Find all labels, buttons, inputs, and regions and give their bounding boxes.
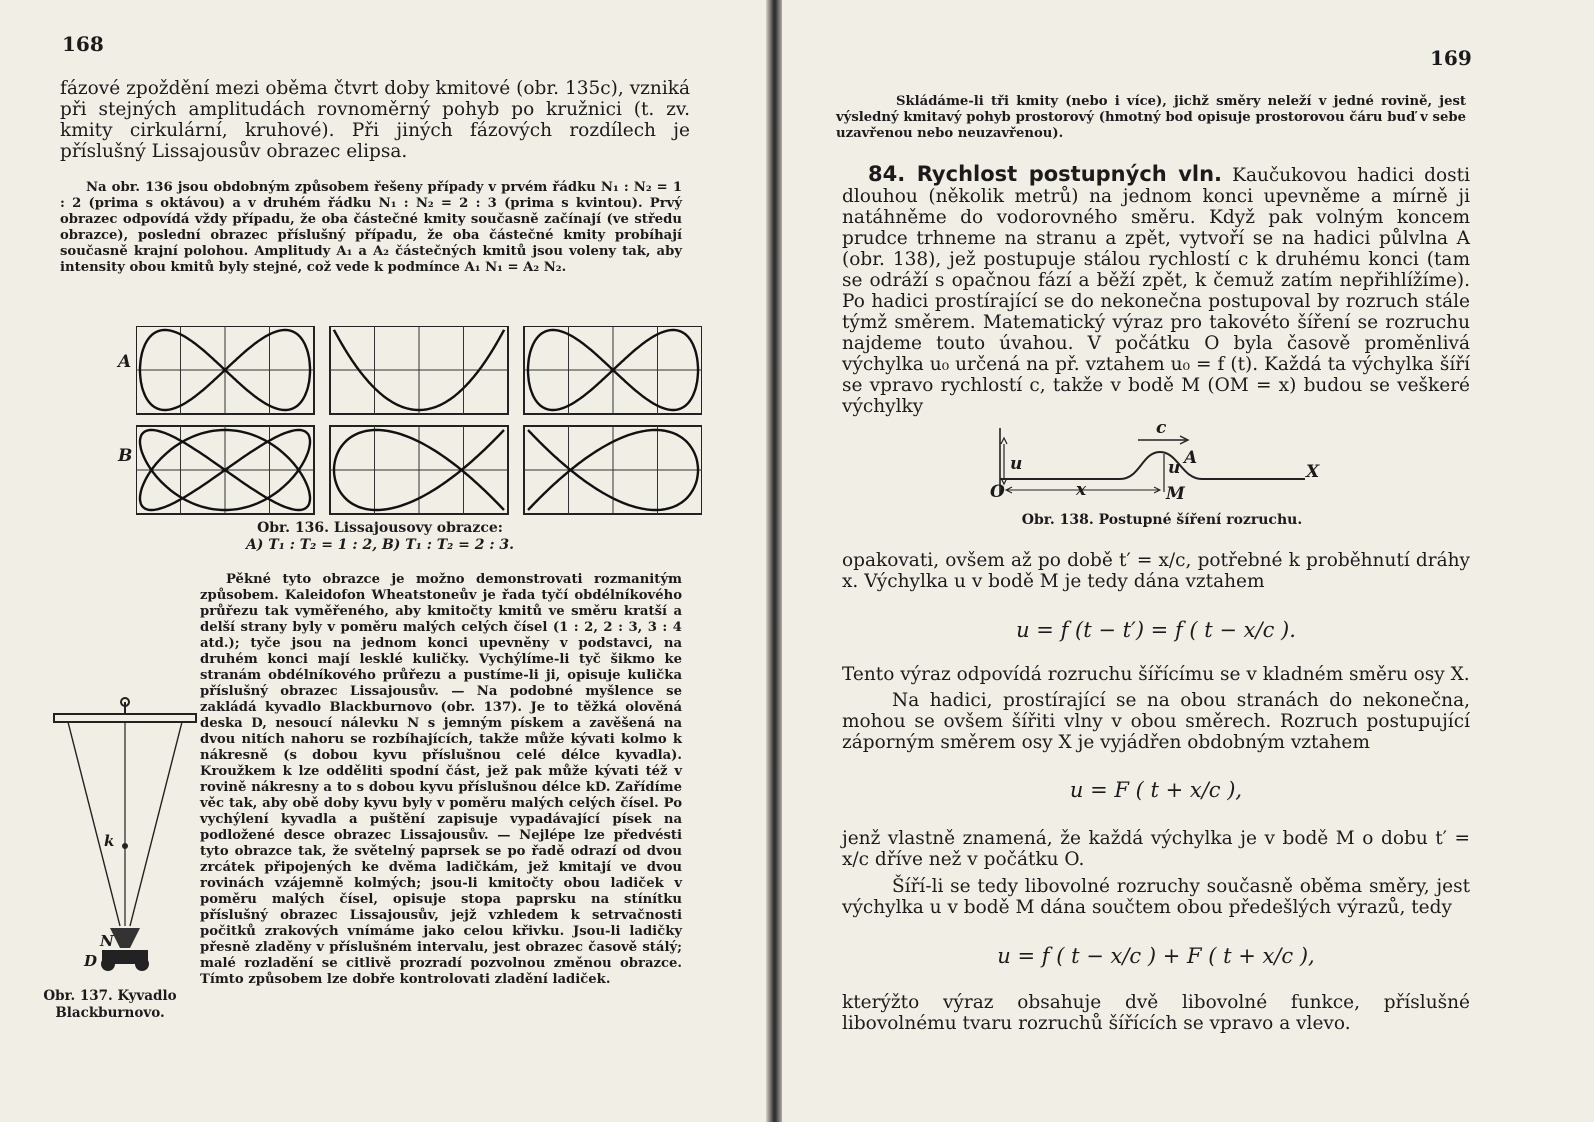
paragraph: opakovati, ovšem až po době t′ = x/c, potřebné k proběhnutí dráhy x. Výchylka u v bodě M je tedy dána vztahem (842, 550, 1470, 592)
figure-136 (112, 326, 702, 526)
paragraph: jenž vlastně znamená, že každá výchylka je v bodě M o dobu t′ = x/c dříve než v počátku O. (842, 828, 1470, 870)
label-a: A (1184, 448, 1198, 468)
paragraph: Skládáme-li tři kmity (nebo i více), jichž směry neleží v jedné rovině, jest výsledný kmitavý pohyb prostorový (hmotný bod opisuje prostorovou čáru buď v sebe uzavřenou nebo neuzavřenou). (836, 94, 1466, 141)
paragraph-text: Kaučukovou hadici dosti dlouhou (několik metrů) na jednom konci upevněme a mírně ji natáhněme do vodorovného směru. Když pak volným koncem prudce trhneme na stranu a zpět, vytvoří se na hadici půlvlna A (obr. 138), jež postupuje stálou rychlostí c k druhému konci (tam se odráží s opačnou fází a běží zpět, k čemuž zatím nepřihlížíme). Po hadici prostírající se do nekonečna postupoval by rozruch stále týmž směrem. Matematický výraz pro takovéto šíření se rozruchu najdeme touto úvahou. V počátku O byla časově proměnlivá výchylka u₀ určená na př. vztahem u₀ = f (t). Každá ta výchylka šíří se vpravo rychlostí c, takže v bodě M (OM = x) budou se veškeré výchylky (842, 165, 1470, 417)
equation: u = f ( t − x/c ) + F ( t + x/c ), (997, 944, 1315, 968)
paragraph: Šíří-li se tedy libovolné rozruchy současně oběma směry, jest výchylka u v bodě M dána součtem obou předešlých výrazů, tedy (842, 876, 1470, 918)
label-c: c (1156, 418, 1167, 438)
section-heading: 84. Rychlost postupných vln. (868, 162, 1223, 186)
lissajous-figures (136, 326, 702, 518)
caption-line: A) T₁ : T₂ = 1 : 2, B) T₁ : T₂ = 2 : 3. (245, 537, 515, 553)
label-x: x (1076, 480, 1087, 500)
row-label-b: B (118, 446, 133, 466)
caption-line: Obr. 136. Lissajousovy obrazce: (257, 520, 503, 536)
paragraph: fázové zpoždění mezi oběma čtvrt doby kmitové (obr. 135c), vzniká při stejných amplitudách rovnoměrný pohyb po kružnici (t. zv. kmity cirkulární, kruhové). Při jiných fázových rozdílech je příslušný Lissajousův obrazec elipsa. (60, 78, 690, 162)
label-u: u (1010, 454, 1023, 474)
page-number: 169 (1430, 46, 1472, 70)
label-m: M (1166, 484, 1185, 504)
paragraph: Pěkné tyto obrazce je možno demonstrovati rozmanitým způsobem. Kaleidofon Wheatstoneův je řada tyčí obdélníkového průřezu tak vyměřeného, aby kmitočty kmitů ve směru kratší a delší strany byly v poměru malých celých čísel (1 : 2, 2 : 3, 3 : 4 atd.); tyče jsou na jednom konci upevněny v podstavci, na druhém konci mají lesklé kuličky. Vychýlíme-li tyč šikmo ke stranám obdélníkového průřezu a pustíme-li ji, opisuje kulička příslušný obrazec Lissajousův. — Na podobné myšlence se zakládá kyvadlo Blackburnovo (obr. 137). Je to těžká olověná deska D, nesoucí nálevku N s jemným pískem a zavěšená na dvou nitích nahoru se rozbíhajících, takže může kývati kolmo k nákresně (s dobou kyvu příslušnou celé délce kyvadla). Kroužkem k lze odděliti spodní část, jež pak může kývati též v rovině nákresny a to s dobou kyvu příslušnou délce kD. Zařídíme věc tak, aby obě doby kyvu byly v poměru malých celých čísel. Po vychýlení kyvadla a puštění zapisuje vypadávající písek na podložené desce obrazec Lissajousův. — Nejlépe lze předvésti tyto obrazce tak, že světelný paprsek se po řadě odrazí od dvou zrcátek připojených ke dvěma ladičkám, jež kmitají ve dvou rovinách vzájemně kolmých; jsou-li kmitočty obou ladiček v poměru malých čísel, opisuje stopa paprsku na stínítku příslušný obrazec Lissajousův, jejž vzhledem k setrvačnosti počitků zrakových vnímáme jako celou křivku. Jsou-li ladičky přesně zladěny v příslušném intervalu, jest obrazec časově stálý; malé rozladění se citlivě prozradí pozvolnou změnou obrazce. Tímto způsobem lze dobře kontrolovati zladění ladiček. (200, 572, 682, 987)
paragraph (842, 164, 1470, 417)
label-d: D (84, 952, 98, 970)
paragraph: Tento výraz odpovídá rozruchu šířícímu se v kladném směru osy X. (842, 664, 1470, 685)
row-label-a: A (118, 352, 132, 372)
label-o: O (990, 482, 1005, 502)
equation: u = F ( t + x/c ), (1069, 778, 1243, 802)
right-page (782, 0, 1594, 1122)
label-u: u (1168, 458, 1181, 478)
equation: u = f (t − t′) = f ( t − x/c ). (1016, 618, 1296, 642)
page-number: 168 (62, 32, 104, 56)
label-x-axis: X (1306, 462, 1320, 482)
paragraph: kterýžto výraz obsahuje dvě libovolné funkce, příslušné libovolnému tvaru rozruchů šířících se vpravo a vlevo. (842, 992, 1470, 1034)
label-n: N (100, 932, 114, 950)
left-page (0, 0, 768, 1122)
paragraph: Na hadici, prostírající se na obou stranách do nekonečna, mohou se ovšem šířiti vlny v obou směrech. Rozruch postupující záporným směrem osy X je vyjádřen obdobným vztahem (842, 690, 1470, 753)
paragraph: Na obr. 136 jsou obdobným způsobem řešeny případy v prvém řádku N₁ : N₂ = 1 : 2 (prima s oktávou) a v druhém řádku N₁ : N₂ = 2 : 3 (prima s kvintou). Prvý obrazec odpovídá vždy případu, že oba částečné kmity současně začínají (ve středu obrazce), poslední obrazec příslušný případu, že oba částečné kmity probíhají současně krajní polohou. Amplitudy A₁ a A₂ částečných kmitů jsou voleny tak, aby intensity obou kmitů byly stejné, což vede k podmínce A₁ N₁ = A₂ N₂. (60, 180, 682, 275)
figure-caption: Obr. 137. Kyvadlo Blackburnovo. (43, 988, 177, 1021)
figure-caption (180, 520, 580, 554)
figure-caption: Obr. 138. Postupné šíření rozruchu. (1021, 512, 1303, 528)
label-k: k (104, 832, 115, 850)
figure-138 (990, 418, 1330, 504)
paragraph-kaleidofon (50, 572, 682, 1042)
